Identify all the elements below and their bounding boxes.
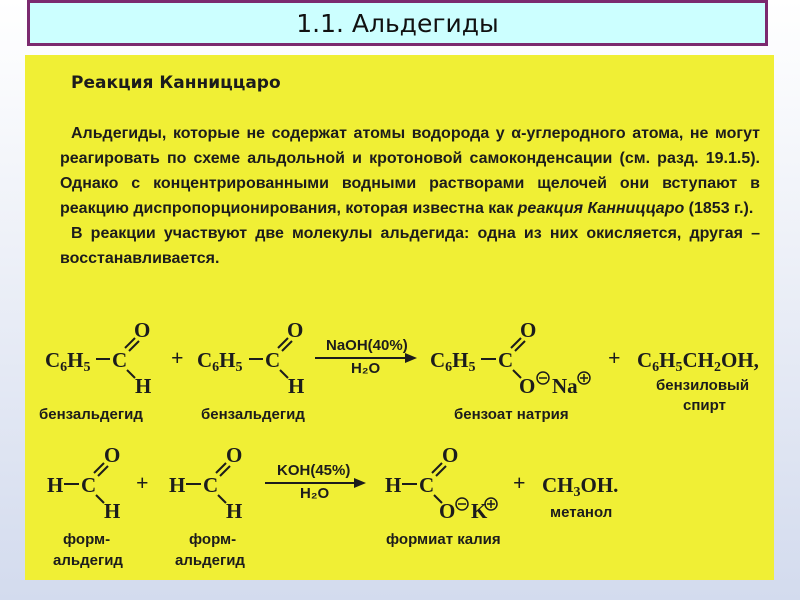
reagent-water-2: H₂O: [300, 485, 330, 502]
svg-text:H: H: [288, 374, 305, 398]
reagent-naoh: NaOH(40%): [326, 337, 408, 354]
methanol: CH3OH.: [542, 473, 619, 500]
plus-2: +: [608, 345, 621, 370]
svg-text:H: H: [104, 499, 121, 523]
label-benzaldehyde-2: бензальдегид: [201, 406, 305, 423]
reaction-scheme: [25, 55, 774, 580]
svg-text:H: H: [169, 473, 186, 497]
svg-text:C6H5: C6H5: [430, 348, 476, 375]
svg-text:C: C: [265, 348, 281, 372]
svg-text:O: O: [287, 318, 304, 342]
svg-text:C: C: [203, 473, 219, 497]
content-panel: [25, 55, 774, 580]
potassium-formate: [385, 443, 497, 523]
svg-text:C: C: [498, 348, 514, 372]
page-title: 1.1. Альдегиды: [296, 8, 499, 38]
svg-text:C: C: [112, 348, 128, 372]
svg-text:H: H: [226, 499, 243, 523]
label-methanol: метанол: [550, 504, 613, 521]
svg-text:O: O: [104, 443, 121, 467]
label-benzyl-2: спирт: [683, 397, 726, 414]
svg-text:C6H5: C6H5: [197, 348, 243, 375]
benzyl-alcohol: C6H5CH2OH,: [637, 348, 759, 375]
label-formaldehyde-1a: форм-: [63, 531, 111, 548]
formaldehyde-2: [169, 443, 242, 523]
reagent-koh: KOH(45%): [277, 462, 351, 479]
svg-text:O: O: [134, 318, 151, 342]
svg-text:H: H: [385, 473, 402, 497]
paragraph-2: В реакции участвуют две молекулы альдегида: одна из них окисляется, другая – восстанавливается.: [60, 225, 760, 267]
label-potassium-formate: формиат калия: [386, 531, 501, 548]
plus-4: +: [513, 470, 526, 495]
svg-text:K: K: [471, 499, 488, 523]
sodium-benzoate: [430, 318, 590, 398]
reagent-water-1: H₂O: [351, 360, 381, 377]
label-formaldehyde-2b: альдегид: [175, 552, 245, 569]
label-benzaldehyde-1: бензальдегид: [39, 406, 143, 423]
label-sodium-benzoate: бензоат натрия: [454, 406, 569, 423]
svg-text:C: C: [419, 473, 435, 497]
svg-text:H: H: [47, 473, 64, 497]
svg-text:C6H5: C6H5: [45, 348, 91, 375]
paragraph-1-emphasis: реакция Канниццаро: [517, 200, 685, 217]
svg-text:O: O: [520, 318, 537, 342]
benzaldehyde-1: [45, 318, 151, 398]
svg-text:O: O: [519, 374, 536, 398]
label-formaldehyde-1b: альдегид: [53, 552, 123, 569]
svg-text:H: H: [135, 374, 152, 398]
title-box: [27, 0, 768, 46]
paragraph-1-text: Альдегиды, которые не содержат атомы водорода у α-углеродного атома, не могут реагировать по схеме альдольной и кротоновой самоконденсации (см. разд. 19.1.5). Однако с концентрированными водными растворами щелочей они вступают в реакцию диспропорционирования, которая известна как: [60, 125, 760, 217]
svg-text:O: O: [226, 443, 243, 467]
paragraph-1-tail: (1853 г.).: [684, 200, 754, 217]
svg-text:O: O: [442, 443, 459, 467]
svg-text:C: C: [81, 473, 97, 497]
benzaldehyde-2: [197, 318, 304, 398]
svg-text:Na: Na: [552, 374, 578, 398]
label-benzyl-1: бензиловый: [656, 377, 750, 394]
section-heading: Реакция Канниццаро: [71, 73, 281, 93]
svg-text:O: O: [439, 499, 456, 523]
formaldehyde-1: [47, 443, 120, 523]
label-formaldehyde-2a: форм-: [189, 531, 237, 548]
plus-1: +: [171, 345, 184, 370]
plus-3: +: [136, 470, 149, 495]
